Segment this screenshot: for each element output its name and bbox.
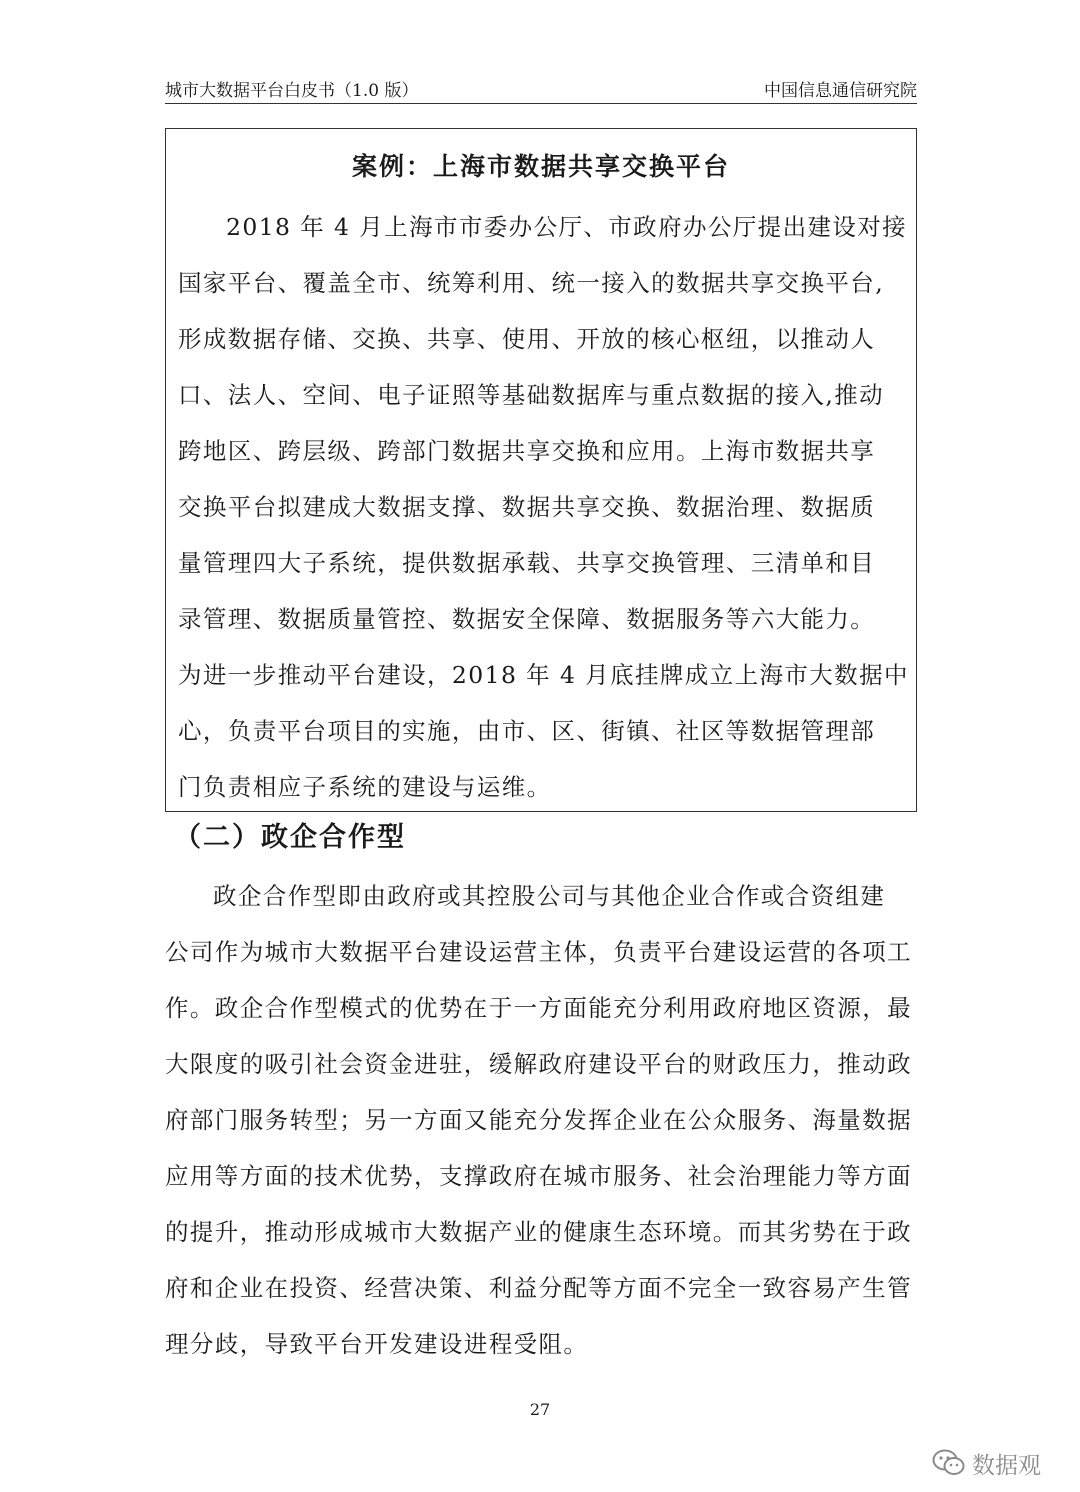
case-study-line: 2018 年 4 月上海市市委办公厅、市政府办公厅提出建设对接: [226, 213, 908, 241]
header-document-title: 城市大数据平台白皮书（1.0 版）: [165, 81, 419, 101]
page-header: [165, 72, 917, 104]
watermark: [932, 1445, 1041, 1481]
case-study-title: 案例：上海市数据共享交换平台: [351, 152, 730, 181]
paragraph-line: 府和企业在投资、经营决策、利益分配等方面不完全一致容易产生管: [165, 1274, 912, 1302]
header-rule: [165, 103, 917, 104]
case-study-line: 心，负责平台项目的实施，由市、区、街镇、社区等数据管理部: [178, 717, 876, 745]
paragraph-line: 的提升，推动形成城市大数据产业的健康生态环境。而其劣势在于政: [165, 1218, 912, 1246]
case-study-box: [165, 128, 917, 812]
paragraph-line: 公司作为城市大数据平台建设运营主体，负责平台建设运营的各项工: [165, 938, 912, 966]
case-study-line: 国家平台、覆盖全市、统筹利用、统一接入的数据共享交换平台,: [178, 269, 885, 297]
paragraph-line: 理分歧，导致平台开发建设进程受阻。: [165, 1330, 589, 1358]
section-heading: （二）政企合作型: [174, 822, 406, 853]
paragraph-line: 大限度的吸引社会资金进驻，缓解政府建设平台的财政压力，推动政: [165, 1050, 912, 1078]
case-study-line: 门负责相应子系统的建设与运维。: [178, 773, 552, 801]
case-study-line: 交换平台拟建成大数据支撑、数据共享交换、数据治理、数据质: [178, 493, 876, 521]
section-body: [165, 868, 917, 1372]
case-study-line: 为进一步推动平台建设，2018 年 4 月底挂牌成立上海市大数据中: [178, 661, 909, 689]
page-number: 27: [529, 1400, 551, 1419]
case-study-line: 口、法人、空间、电子证照等基础数据库与重点数据的接入,推动: [178, 381, 885, 409]
case-study-line: 录管理、数据质量管控、数据安全保障、数据服务等六大能力。: [178, 605, 876, 633]
wechat-icon: [932, 1448, 966, 1478]
case-study-line: 量管理四大子系统，提供数据承载、共享交换管理、三清单和目: [178, 549, 876, 577]
header-organization: 中国信息通信研究院: [764, 81, 917, 101]
paragraph-line: 应用等方面的技术优势，支撑政府在城市服务、社会治理能力等方面: [165, 1162, 912, 1190]
paragraph-line: 作。政企合作型模式的优势在于一方面能充分利用政府地区资源，最: [165, 994, 912, 1022]
watermark-text: 数据观: [972, 1452, 1041, 1479]
case-study-line: 跨地区、跨层级、跨部门数据共享交换和应用。上海市数据共享: [178, 437, 876, 465]
paragraph-line: 府部门服务转型；另一方面又能充分发挥企业在公众服务、海量数据: [165, 1106, 912, 1134]
paragraph-line: 政企合作型即由政府或其控股公司与其他企业合作或合资组建: [213, 882, 886, 910]
case-study-body: [178, 199, 909, 815]
case-study-line: 形成数据存储、交换、共享、使用、开放的核心枢纽，以推动人: [178, 325, 876, 353]
